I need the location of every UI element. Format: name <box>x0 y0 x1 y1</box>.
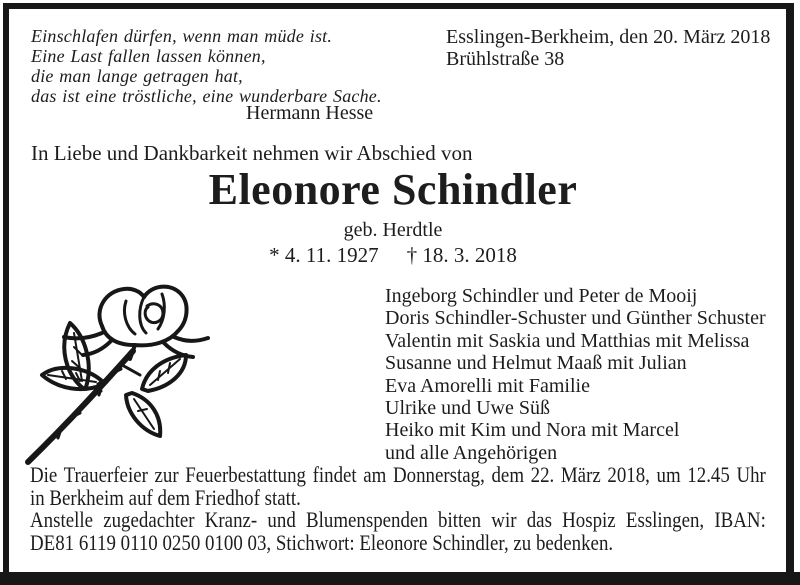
condolence-quote <box>31 26 382 106</box>
mourner-line: Heiko mit Kim und Nora mit Marcel <box>385 419 680 442</box>
maiden-name: geb. Herdtle <box>343 219 443 241</box>
mourner-line: Eva Amorelli mit Familie <box>385 374 590 397</box>
funeral-info-line: Die Trauerfeier zur Feuerbestattung findet am Donnerstag, dem 22. März 2018, um 12.45 Uhr <box>30 462 766 487</box>
death-date: † 18. 3. 2018 <box>406 243 517 267</box>
life-dates <box>0 243 786 268</box>
dateline <box>446 26 770 70</box>
mourner-line: Ulrike und Uwe Süß <box>385 397 550 420</box>
bottom-rule <box>0 572 800 585</box>
quote-line: Eine Last fallen lassen können, <box>31 46 266 66</box>
mourner-line: Valentin mit Saskia und Matthias mit Melissa <box>385 329 750 352</box>
mourner-line: Susanne und Helmut Maaß mit Julian <box>385 352 687 375</box>
funeral-info-line: in Berkheim auf dem Friedhof statt. <box>30 484 301 510</box>
funeral-info-line: DE81 6119 0110 0250 0100 03, Stichwort: Eleonore Schindler, zu bedenken. <box>30 530 614 556</box>
mourner-line: Doris Schindler-Schuster und Günther Schuster <box>385 307 766 330</box>
birth-date: * 4. 11. 1927 <box>269 243 379 267</box>
funeral-info-line: Anstelle zugedachter Kranz- und Blumenspenden bitten wir das Hospiz Esslingen, IBAN: <box>30 507 766 533</box>
dateline-place-date: Esslingen-Berkheim, den 20. März 2018 <box>446 26 771 48</box>
intro-line: In Liebe und Dankbarkeit nehmen wir Abschied von <box>31 141 473 165</box>
quote-line: das ist eine tröstliche, eine wunderbare Sache. <box>31 86 382 106</box>
funeral-info <box>30 464 766 555</box>
rose-line-art-icon <box>14 281 226 471</box>
mourner-line: Ingeborg Schindler und Peter de Mooij <box>385 285 698 307</box>
mourner-line: und alle Angehörigen <box>385 441 558 464</box>
dateline-street: Brühlstraße 38 <box>446 48 565 70</box>
deceased-name: Eleonore Schindler <box>208 165 578 214</box>
quote-line: Einschlafen dürfen, wenn man müde ist. <box>31 26 333 46</box>
mourners-list <box>385 285 766 464</box>
quote-attribution: Hermann Hesse <box>246 102 374 124</box>
quote-line: die man lange getragen hat, <box>31 66 243 86</box>
